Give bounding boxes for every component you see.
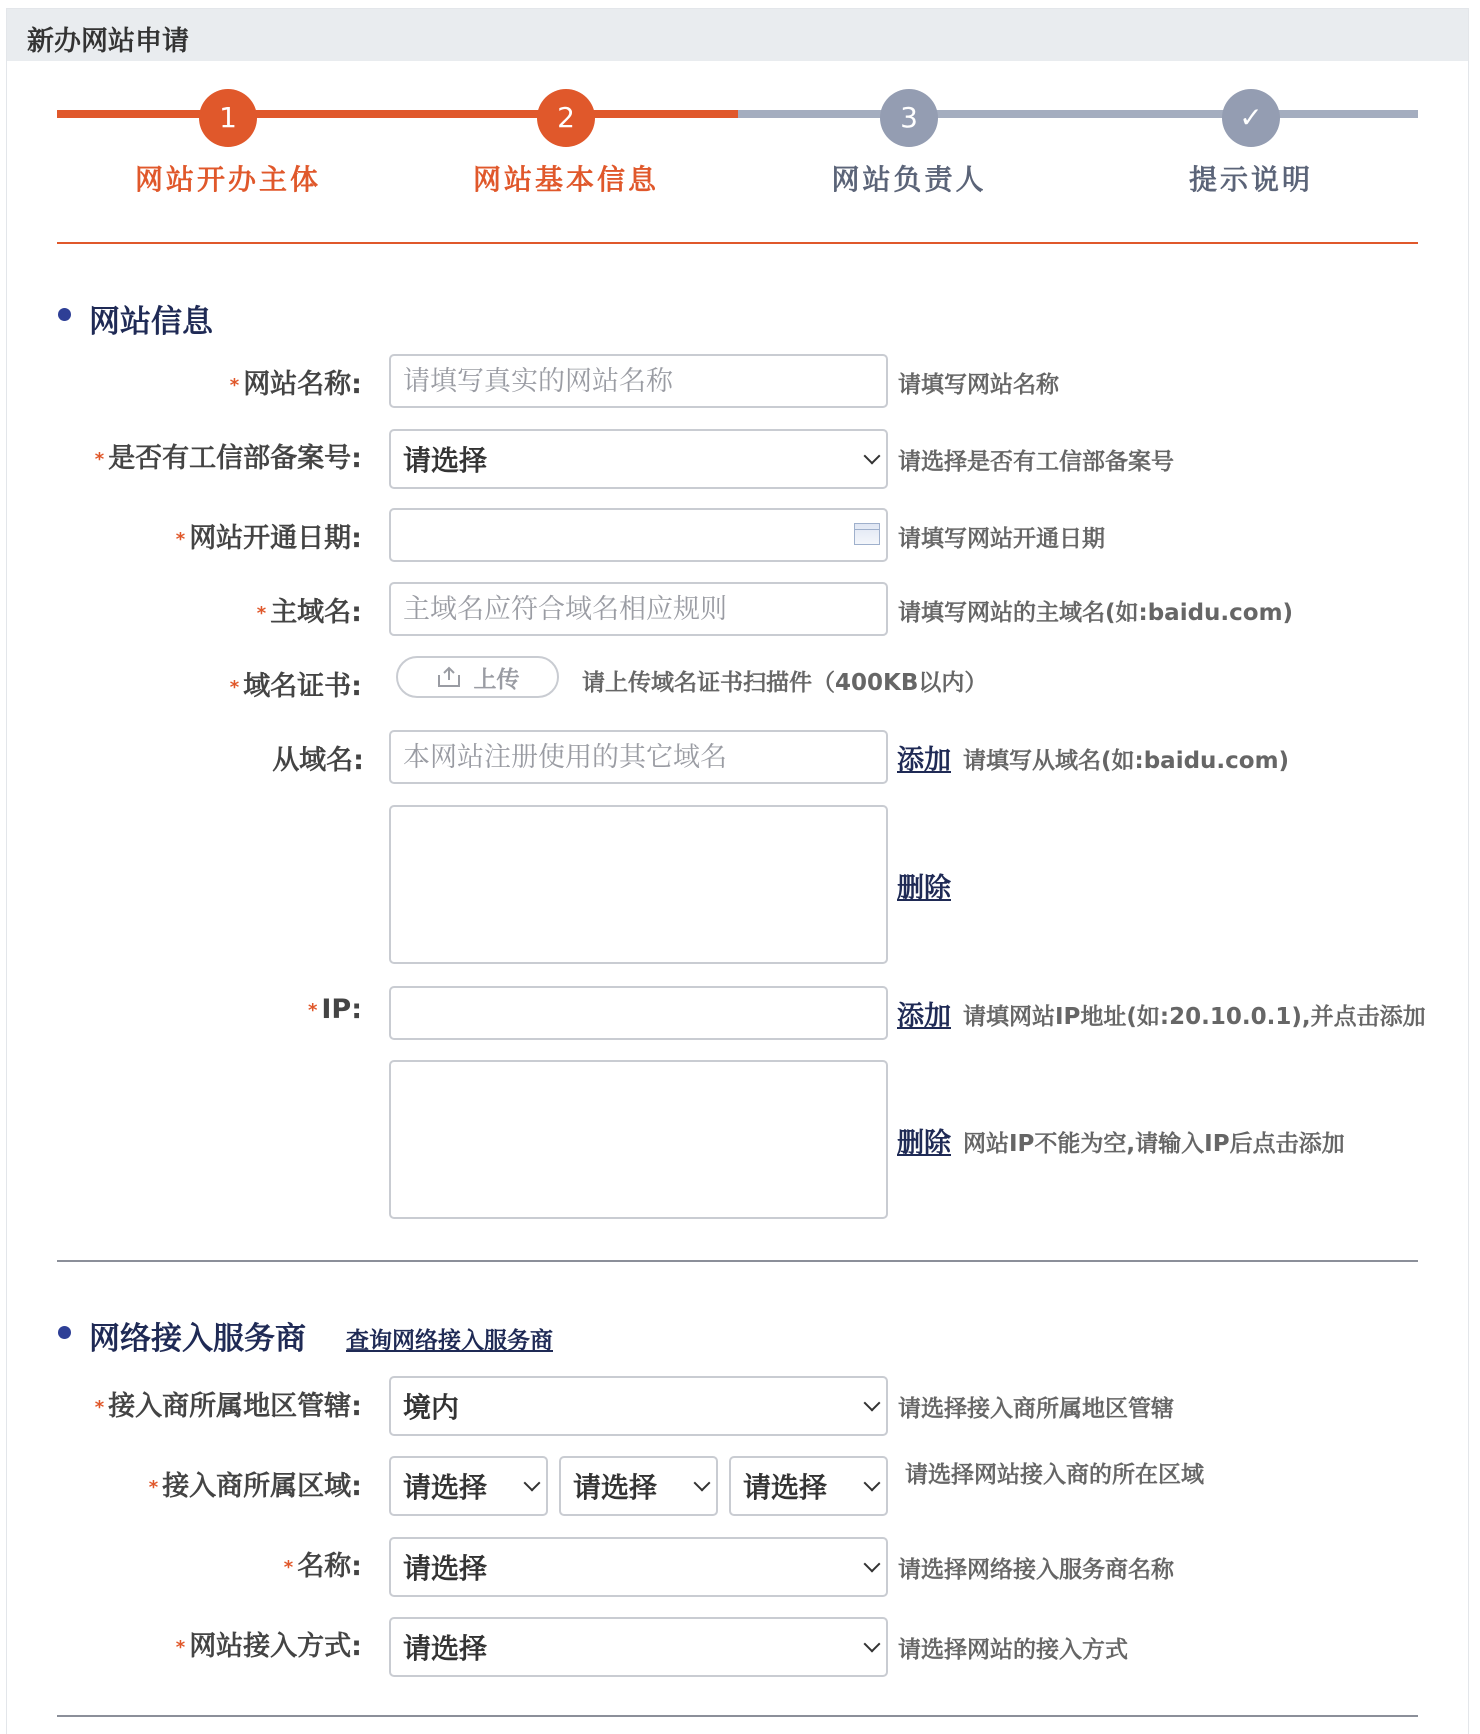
step-4-label: 提示说明 xyxy=(1188,163,1314,196)
step-3-label: 网站负责人 xyxy=(831,163,987,196)
chevron-down-icon xyxy=(864,1556,881,1573)
upload-icon xyxy=(436,665,462,689)
site-name-field[interactable] xyxy=(389,354,888,408)
sub-domain-field[interactable] xyxy=(389,730,888,784)
step-2-circle: 2 xyxy=(537,89,595,147)
region-hint: 请选择网站接入商的所在区域 xyxy=(905,1462,1204,1488)
sub-domain-hint: 请填写从域名(如:baidu.com) xyxy=(963,748,1290,774)
ip-label: * IP: xyxy=(307,994,362,1025)
region-admin-label: * 接入商所属地区管辖: xyxy=(94,1391,362,1422)
open-date-input[interactable] xyxy=(391,510,886,560)
step-4-check-icon: ✓ xyxy=(1222,89,1280,147)
step-progress-todo xyxy=(738,110,1418,118)
add-sub-domain-link[interactable]: 添加 xyxy=(897,745,951,776)
isp-section-title: 网络接入服务商 xyxy=(89,1321,306,1357)
panel-header xyxy=(7,9,1468,61)
step-1-label: 网站开办主体 xyxy=(134,163,322,196)
step-2-label: 网站基本信息 xyxy=(472,163,660,196)
chevron-down-icon xyxy=(524,1475,541,1492)
delete-ip-link[interactable]: 删除 xyxy=(897,1128,951,1159)
chevron-down-icon xyxy=(864,1395,881,1412)
region-admin-select[interactable]: 境内 xyxy=(389,1376,888,1436)
open-date-hint: 请填写网站开通日期 xyxy=(898,526,1105,552)
icp-record-hint: 请选择是否有工信部备案号 xyxy=(898,449,1174,475)
main-domain-label: * 主域名: xyxy=(256,597,362,628)
step-3-circle: 3 xyxy=(880,89,938,147)
upload-button[interactable]: 上传 xyxy=(396,656,559,698)
page-title: 新办网站申请 xyxy=(27,26,189,57)
isp-name-select[interactable]: 请选择 xyxy=(389,1537,888,1597)
chevron-down-icon xyxy=(864,448,881,465)
open-date-field[interactable] xyxy=(389,508,888,562)
ip-error-message: 网站IP不能为空,请输入IP后点击添加 xyxy=(963,1131,1345,1157)
open-date-label: * 网站开通日期: xyxy=(175,523,362,554)
calendar-icon[interactable] xyxy=(854,523,880,545)
main-domain-field[interactable] xyxy=(389,582,888,636)
isp-name-hint: 请选择网络接入服务商名称 xyxy=(898,1557,1174,1583)
access-method-select[interactable]: 请选择 xyxy=(389,1617,888,1677)
delete-sub-domain-link[interactable]: 删除 xyxy=(897,873,951,904)
icp-record-label: * 是否有工信部备案号: xyxy=(94,443,362,474)
sub-domain-list[interactable] xyxy=(389,805,888,964)
region-label: * 接入商所属区域: xyxy=(148,1471,362,1502)
step-progress-done xyxy=(57,110,738,118)
chevron-down-icon xyxy=(864,1475,881,1492)
isp-name-label: * 名称: xyxy=(283,1551,362,1582)
icp-record-select[interactable]: 请选择 xyxy=(389,429,888,489)
bottom-divider xyxy=(57,1715,1418,1717)
domain-cert-label: * 域名证书: xyxy=(229,671,362,702)
domain-cert-hint: 请上传域名证书扫描件（400KB以内） xyxy=(582,670,988,696)
region-city-select[interactable]: 请选择 xyxy=(559,1456,718,1516)
site-name-hint: 请填写网站名称 xyxy=(898,372,1059,398)
region-district-select[interactable]: 请选择 xyxy=(729,1456,888,1516)
sub-domain-label: 从域名: xyxy=(272,745,364,776)
chevron-down-icon xyxy=(864,1636,881,1653)
section-divider xyxy=(57,1260,1418,1262)
add-ip-link[interactable]: 添加 xyxy=(897,1001,951,1032)
query-isp-link[interactable]: 查询网络接入服务商 xyxy=(346,1328,553,1354)
ip-hint: 请填网站IP地址(如:20.10.0.1),并点击添加 xyxy=(963,1004,1426,1030)
site-name-input[interactable] xyxy=(391,356,886,406)
region-province-select[interactable]: 请选择 xyxy=(389,1456,548,1516)
sub-domain-input[interactable] xyxy=(391,732,886,782)
required-mark: * xyxy=(229,375,240,396)
access-method-hint: 请选择网站的接入方式 xyxy=(898,1637,1128,1663)
ip-list[interactable] xyxy=(389,1060,888,1219)
ip-input[interactable] xyxy=(391,988,886,1038)
step-1-circle: 1 xyxy=(199,89,257,147)
access-method-label: * 网站接入方式: xyxy=(175,1631,362,1662)
site-name-label: * 网站名称: xyxy=(229,369,362,400)
region-admin-hint: 请选择接入商所属地区管辖 xyxy=(898,1396,1174,1422)
website-info-title: 网站信息 xyxy=(89,304,213,340)
main-domain-hint: 请填写网站的主域名(如:baidu.com) xyxy=(898,600,1294,626)
main-domain-input[interactable] xyxy=(391,584,886,634)
ip-field[interactable] xyxy=(389,986,888,1040)
chevron-down-icon xyxy=(694,1475,711,1492)
stepper-divider xyxy=(57,242,1418,244)
section-bullet-icon xyxy=(58,1326,71,1339)
section-bullet-icon xyxy=(58,308,71,321)
